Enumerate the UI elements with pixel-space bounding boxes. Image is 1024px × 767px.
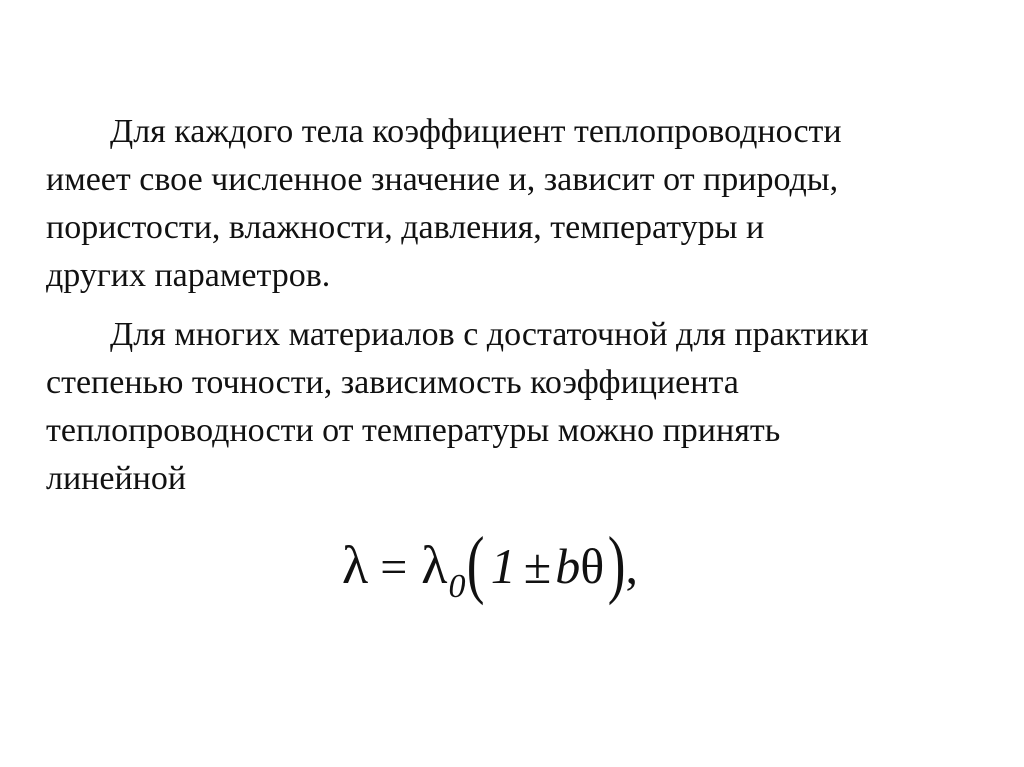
formula-plus-minus: ±: [523, 538, 552, 594]
paragraph-1-line-2: имеет свое численное значение и, зависит от природы,: [46, 161, 839, 198]
formula-lambda: λ: [342, 535, 369, 595]
text-block: [46, 108, 1006, 503]
paragraph-2-line-2: степенью точности, зависимость коэффициента: [46, 364, 739, 401]
paragraph-2-line-4: линейной: [46, 460, 187, 497]
formula-equals: =: [380, 541, 408, 594]
formula-theta: θ: [580, 538, 605, 594]
formula-one: 1: [490, 538, 516, 594]
formula-open-paren: (: [467, 522, 485, 606]
formula-b: b: [555, 538, 581, 594]
paragraph-2-line-1: Для многих материалов с достаточной для практики: [110, 316, 869, 353]
paragraph-1-line-4: других параметров.: [46, 257, 331, 294]
formula-close-paren: ): [607, 522, 626, 606]
paragraph-1: [46, 108, 1006, 300]
paragraph-2-line-3: теплопроводности от температуры можно принять: [46, 412, 781, 449]
paragraph-1-line-1: Для каждого тела коэффициент теплопроводности: [110, 113, 842, 150]
formula: [342, 508, 638, 608]
paragraph-2: [46, 311, 1006, 503]
paragraph-1-line-3: пористости, влажности, давления, температуры и: [46, 209, 765, 246]
formula-comma: ,: [625, 538, 638, 594]
formula-lambda-zero: λ: [421, 535, 448, 595]
formula-subscript: 0: [448, 568, 466, 605]
